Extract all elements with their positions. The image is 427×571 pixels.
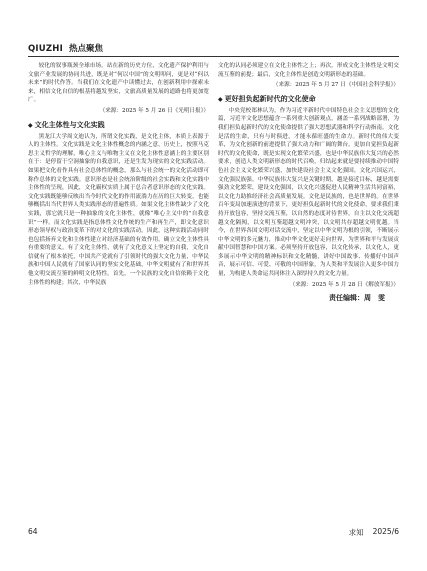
page-header [28, 42, 103, 54]
magazine-name: 求知 [348, 528, 364, 537]
subheading-text: 更好担负起新时代的文化使命 [224, 94, 316, 103]
paragraph: 黑龙江大学周文迪认为，所谓文化实践，是文化主体，本质上表源于人的主体性。文化实践是文化主体性概念的内涵之意。历史上，按照马克思主义哲学的理解，唯心主义与唯物主义在文化主体性意涵上的主要区别在于：是停留于空洞抽象的自我意识，还是生发为现实的文化实践活动。如果把文化看作具有社会总体性的概念，那么与社会统一的文化活动即可称作总体的文化实践。意识形态是社会统治阶级的社会实践和文化实践中主体性的呈现，因此，文化霸权实质上属于总合者意识形态的文化实践。文化实践既能够反映出当今时代文化的作用流淌力在历的巨大转变，也能够概括出当代世界人类实践形态的普遍性质。如果文化主体性缺少了文化实践，那它就只是一种抽象的文化主体性，就像“唯心主义中的”自我意识”一样。而文化实践是指总体性文化作统的生产和再生产，即文化意识形态领导权与政治变革下的对文化的实践活动，因此，这种实践活动同时也包括扬弃文化和主体性建立对经济基础的有效作用。确立文化主体性具有重要的意义。有了文化主体性，就有了文化意义上坚定的自我，文化自信就有了根本依托，中国共产党就有了引领时代的强大文化力量，中华民族和中国人民就有了国家认同的坚实文化基础，中华文明就有了和世界其他文明交流互鉴的鲜明文化特性。首先，一个民族的文化自信依赖于文化主体性的构建；其次，中华民族 [28, 133, 209, 286]
section-title: 热点聚焦 [68, 44, 103, 54]
source-citation: （来源：2025 年 5 月 27 日《中国社会科学报》） [272, 82, 399, 89]
diamond-bullet-icon: ◆ [218, 95, 223, 103]
editor-credit: 责任编辑：周 雯 [329, 294, 385, 303]
left-column [28, 62, 209, 520]
header-rule [28, 56, 399, 57]
footer-info [349, 527, 399, 538]
source-citation: （来源：2025 年 5 月 28 日《解放军报》） [289, 281, 399, 288]
issue-number: 2025/6 [372, 527, 399, 536]
subheading-text: 文化主体性与文化实践 [34, 120, 105, 129]
page-number: 64 [28, 527, 38, 536]
paragraph: 文化的认同必须建立在文化主体性之上；再次，形成文化主体性是文明交流互鉴的前提；最后，文化主体性是创造文明新形态的基础。 [218, 63, 399, 78]
paragraph: 中央党校郑林认为，作为习近平新时代中国特色社会主义思想的文化篇，习近平文化思想蕴含一系列重大创新观点，涵盖一系列战略部署，为我们担负起新时代的文化使命提供了强大思想武器和科学行动指南。文化是活的生命，只有与时俱进，才能永葆旺盛的生命力。新时代的伟大变革，为文化创新的前进提供了强大动力和广阔的舞台。更加自觉担负起新时代的文化使命，既是实现文化繁荣兴盛，也是中华民族伟大复兴的必然要求，创造人类文明新形态的时代召唤，归结起来就是要持续推动中国特色社会主义文化繁荣兴盛，加快建设社会主义文化强国。文化兴国运兴，文化强民族强。中华民族伟大复兴是关键时期，越是接近目标，越是需要强劲文化繁荣，建设文化强国，以文化兴盛促进人民精神生活共同富裕，以文化力助推经济社会高质量发展。文化是民族的，也是世界的。在世界百年变局加速演进的背景下，更好担负起新时代的文化使命，要求我们秉持开放包容，坚持交流互鉴，以自然的态度对待世界，自主以文化交流超越文化隔阂，以文明互鉴超越文明冲突，以文明共存超越文明优越。当今，在世界各国文明对话交流中，坚定以中华文明为根的引领，不断展示中华文明的多元魅力，推动中华文化更好走向世界，为世界和平与发展贡献中国智慧和中国方案。必须坚持开放包容，以文化传承，以文化人，更多展示中华文明的精神标识和文化精髓，讲好中国故事、传播好中国声音，展示可信、可爱、可敬的中国形象，为人类和平发展注入更多中国力量，为构建人类命运共同体注入深厚持久的文化力量。 [218, 107, 399, 278]
source-citation: （来源：2025 年 5 月 26 日《光明日报》） [99, 107, 209, 114]
subheading [28, 121, 209, 130]
diamond-bullet-icon: ◆ [28, 121, 33, 129]
subheading [218, 95, 399, 104]
magazine-brand: QIUZHI [28, 44, 63, 54]
paragraph: 较化的叙事瓶颈全球市场。站在新的历史方位，文化遗产保护利用与文旅产业发展的协同共进，既是对“何以中国”的文明叩问，更是对“何以未来”的时代作答。当我们在文化遗产中读懂过去，在创新利用中探索未来，相信文化自信的根基将越发坚实，文旅高质量发展的道路也将更加宽广。 [28, 63, 209, 104]
right-column [218, 62, 399, 520]
page-footer [28, 527, 399, 538]
